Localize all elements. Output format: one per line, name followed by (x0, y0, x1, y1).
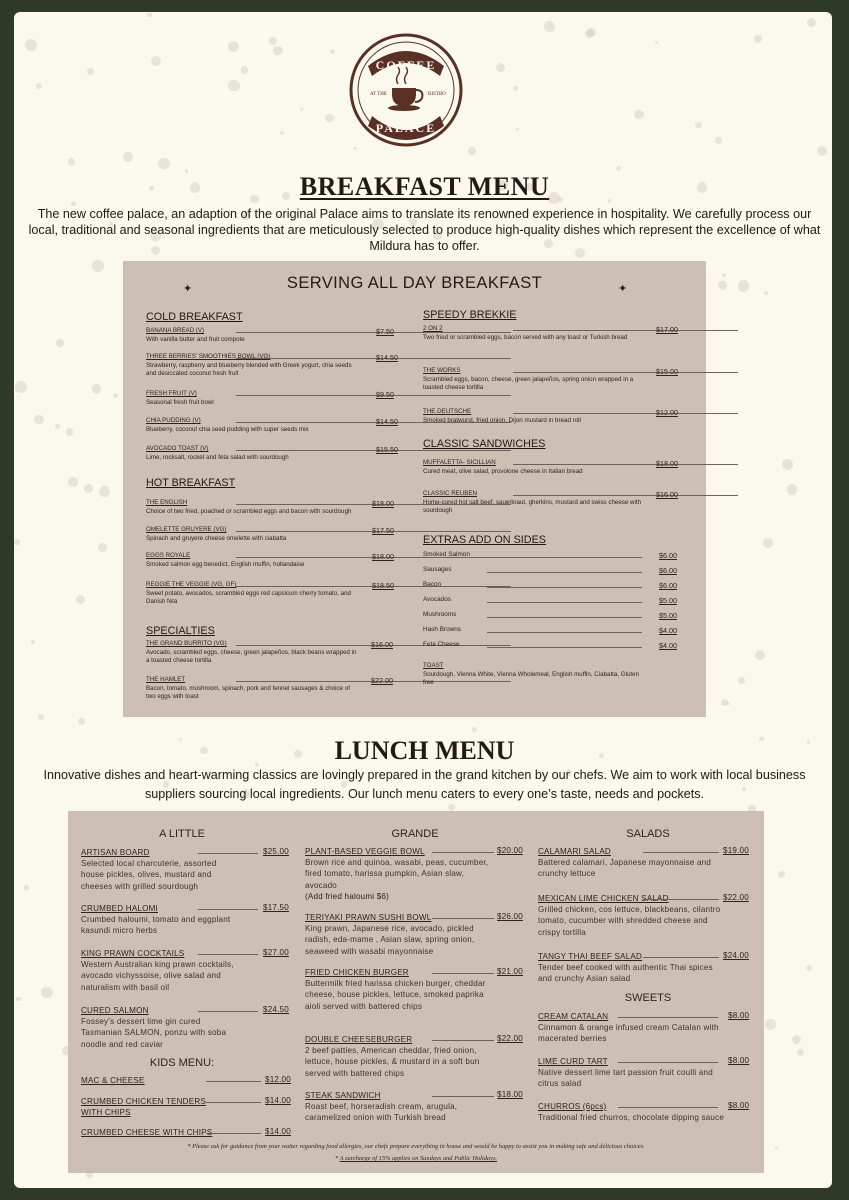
menu-item-desc: Choice of two fried, poached or scrambled eggs and bacon with sourdough (146, 507, 352, 515)
paper-speck (66, 428, 73, 435)
lunch-item-price: $24.00 (723, 951, 749, 960)
extras-heading: EXTRAS ADD ON SIDES (423, 534, 546, 546)
menu-item (146, 676, 361, 702)
lunch-item (538, 1101, 728, 1123)
surcharge-footnote (68, 1155, 764, 1162)
paper-speck (14, 539, 20, 545)
paper-speck (544, 21, 555, 32)
kids-item-price: $14.00 (265, 1127, 291, 1136)
menu-item-price: $9.50 (376, 390, 394, 399)
side-item-name: Smoked Salmon (423, 551, 470, 558)
lunch-item-leader (198, 909, 258, 910)
paper-speck (76, 595, 85, 604)
menu-item-name: CHIA PUDDING (V) (146, 417, 201, 424)
menu-item (146, 499, 361, 516)
lunch-item-name: LIME CURD TART (538, 1057, 608, 1066)
lunch-item (305, 846, 495, 902)
paper-speck (806, 965, 812, 971)
surcharge-prefix: * (334, 1155, 340, 1162)
side-item-price: $5.00 (659, 611, 677, 620)
paper-speck (147, 13, 151, 17)
lunch-item-desc: Fossey’s dessert lime gin cured Tasmanian SALMON, ponzu with soba noodle and red caviar (81, 1017, 227, 1049)
menu-item-desc: Blueberry, coconut chia seed pudding with super seeds mix (146, 425, 309, 433)
lunch-item-leader (618, 1107, 718, 1108)
menu-item-price: $16.00 (371, 640, 393, 649)
side-item-price: $5.00 (659, 596, 677, 605)
menu-item-leader (513, 413, 738, 414)
side-item-price: $6.00 (659, 566, 677, 575)
grande-heading: GRANDE (391, 828, 439, 840)
lunch-item-desc: Western Australian king prawn cocktails, avocado vichyssoise, olive salad and naturalism with basil oil (81, 960, 234, 992)
logo-text-left: AT THE (370, 92, 387, 97)
menu-item-price: $15.50 (376, 445, 398, 454)
lunch-item-name: TERIYAKI PRAWN SUSHI BOWL (305, 913, 432, 922)
menu-item-leader (513, 464, 738, 465)
side-item-leader (487, 572, 642, 573)
menu-item (146, 445, 361, 462)
menu-item-leader (236, 450, 511, 451)
paper-speck (228, 41, 239, 52)
menu-item (146, 552, 361, 569)
menu-item-price: $12.00 (656, 408, 678, 417)
lunch-title: LUNCH MENU (334, 736, 515, 765)
lunch-item-leader (643, 899, 719, 900)
kids-item-price: $14.00 (265, 1096, 291, 1105)
paper-speck (269, 37, 277, 45)
lunch-item-name: STEAK SANDWICH (305, 1091, 381, 1100)
paper-speck (16, 997, 21, 1002)
sweets-heading: SWEETS (624, 992, 672, 1004)
lunch-item-leader (198, 954, 258, 955)
paper-speck (754, 35, 762, 43)
paper-speck (764, 291, 768, 295)
paper-speck (158, 158, 170, 170)
paper-speck (655, 41, 658, 44)
paper-speck (31, 640, 35, 644)
paper-speck (468, 147, 475, 154)
paper-speck (695, 122, 702, 129)
menu-item-leader (236, 358, 511, 359)
menu-item-desc: Home-cured hot salt beef, sauerkraut, gherkins, mustard and swiss cheese with sourdough (423, 498, 642, 515)
menu-item-leader (513, 372, 738, 373)
paper-speck (273, 46, 283, 56)
kids-item-name: MAC & CHEESE (81, 1076, 145, 1085)
lunch-item-price: $22.00 (497, 1034, 523, 1043)
menu-item-leader (513, 495, 738, 496)
lunch-item-desc: Roast beef, horseradish cream, arugula, caramelized onion with Turkish bread (305, 1102, 458, 1123)
paper-speck (113, 393, 118, 398)
menu-item-name: REGGIE THE VEGGIE (VG, GF) (146, 581, 237, 588)
menu-item (423, 459, 643, 476)
side-item-name: Hash Browns (423, 626, 462, 633)
paper-speck (787, 484, 798, 495)
paper-speck (817, 146, 827, 156)
logo-text-top: COFFEE (375, 58, 437, 72)
menu-item-name: OMELETTE GRUYERE (VG) (146, 526, 227, 533)
paper-speck (738, 677, 745, 684)
paper-speck (718, 281, 727, 290)
menu-item-desc: Two fried or scrambled eggs, bacon served with any toast or Turkish bread (423, 333, 628, 341)
paper-speck (280, 131, 284, 135)
paper-speck (792, 1035, 801, 1044)
lunch-item-price: $26.00 (497, 912, 523, 921)
lunch-item-leader (643, 852, 719, 853)
lunch-item-desc: Brown rice and quinoa, wasabi, peas, cucumber, fired tomato, harissa pumpkin, Asian slaw, avocado (305, 858, 489, 890)
paper-speck (68, 477, 78, 487)
lunch-item-leader (432, 852, 494, 853)
side-item-leader (487, 602, 642, 603)
lunch-item-leader (432, 918, 494, 919)
toast-name: TOAST (423, 662, 444, 669)
lunch-item-price: $8.00 (728, 1101, 750, 1110)
lunch-item-name: CURED SALMON (81, 1006, 149, 1015)
menu-item-name: EGGS ROYALE (146, 552, 191, 559)
menu-item-desc: Strawberry, raspberry and blueberry blended with Greek yogurt, chia seeds and desiccated coconut fresh fruit (146, 361, 352, 378)
paper-speck (151, 56, 161, 66)
menu-item-name: MUFFALETTA- SICILLIAN (423, 459, 496, 466)
lunch-item-name: KING PRAWN COCKTAILS (81, 949, 185, 958)
menu-item-desc: Lime, rocksalt, rocket and feta salad with sourdough (146, 453, 289, 461)
side-item-price: $6.00 (659, 581, 677, 590)
paper-speck (15, 381, 27, 393)
paper-speck (99, 486, 110, 497)
side-item-leader (487, 647, 642, 648)
toast-item (423, 662, 643, 688)
lunch-item-desc: Traditional fried churros, chocolate dipping sauce (538, 1113, 725, 1123)
lunch-intro: Innovative dishes and heart-warming classics are lovingly prepared in the grand kitchen by our chefs. We aim to work with local business suppliers sourcing local ingredients. Our lunch menu caters to every one’s taste, needs and pockets. (43, 768, 806, 801)
lunch-item-name: PLANT-BASED VEGGIE BOWL (305, 847, 425, 856)
menu-item-price: $22.00 (371, 676, 393, 685)
lunch-item-price: $25.00 (263, 847, 289, 856)
menu-item-desc: Scrambled eggs, bacon, cheese, green jalapeños, spring onion wrapped in a toasted cheese tortilla (423, 375, 634, 392)
kids-item-price: $12.00 (265, 1075, 291, 1084)
paper-speck (448, 804, 455, 811)
paper-speck (330, 49, 335, 54)
menu-item-price: $18.00 (372, 499, 394, 508)
paper-speck (715, 137, 722, 144)
lunch-item-price: $19.00 (723, 846, 749, 855)
menu-item-price: $14.50 (376, 353, 398, 362)
lunch-item-desc: Native dessert lime tart passion fruit coulli and citrus salad (538, 1068, 713, 1089)
paper-speck (241, 66, 248, 73)
paper-speck (300, 108, 304, 112)
breakfast-intro: The new coffee palace, an adaption of the original Palace aims to translate its renowned experience in hospitality. We carefully process our local, traditional and seasonal ingredients that are meticulously selected to produce high-quality dishes which represent the excellence of what Mildura has to offer. (28, 207, 821, 253)
menu-item (146, 640, 361, 666)
paper-speck (775, 1147, 778, 1150)
menu-item-name: THE HAMLET (146, 676, 186, 683)
menu-item (423, 490, 643, 516)
lunch-item-name: FRIED CHICKEN BURGER (305, 968, 409, 977)
menu-item-leader (513, 330, 738, 331)
menu-item (146, 581, 361, 607)
menu-item-price: $7.50 (376, 327, 394, 336)
speedy-brekkie-heading: SPEEDY BREKKIE (423, 309, 517, 321)
paper-speck (516, 128, 519, 131)
kids-menu-heading: KIDS MENU: (149, 1057, 215, 1069)
side-item-price: $4.00 (659, 626, 677, 635)
paper-speck (721, 699, 728, 706)
menu-item-name: THREE BERRIES' SMOOTHIES BOWL (VG) (146, 353, 271, 360)
menu-item-name: AVOCADO TOAST (V) (146, 445, 209, 452)
lunch-item-price: $18.00 (497, 1090, 523, 1099)
lunch-item-leader (618, 1017, 718, 1018)
paper-speck (98, 543, 108, 553)
menu-item (146, 353, 361, 379)
lunch-item-desc: 2 beef patties, American cheddar, fried onion, lettuce, house pickles, & mustard in a soft bun served with battered chips (305, 1046, 480, 1078)
lunch-item-name: CRUMBED HALOMI (81, 904, 158, 913)
menu-item (423, 408, 643, 425)
lunch-item-leader (432, 1096, 494, 1097)
lunch-item-leader (432, 973, 494, 974)
menu-item-name: THE DEUTSCHE (423, 408, 472, 415)
breakfast-title: BREAKFAST MENU (299, 172, 550, 201)
lunch-item-price: $22.00 (723, 893, 749, 902)
kids-item-name: CRUMBED CHICKEN TENDERS WITH CHIPS (81, 1097, 206, 1118)
lunch-item-price: $17.50 (263, 903, 289, 912)
lunch-item-desc: Tender beef cooked with authentic Thai spices and crunchy Asian salad (538, 963, 713, 984)
paper-speck (38, 714, 44, 720)
a-little-heading: A LITTLE (159, 828, 205, 840)
paper-speck (797, 1049, 804, 1056)
lunch-item-leader (198, 853, 258, 854)
specialties-heading: SPECIALTIES (146, 625, 215, 637)
paper-speck (778, 871, 785, 878)
menu-item-desc: Smoked bratwurst, fried onion, Dijon mustard in bread roll (423, 416, 581, 424)
paper-speck (325, 114, 333, 122)
kids-item-leader (206, 1133, 261, 1134)
lunch-item-price: $27.00 (263, 948, 289, 957)
coffee-cup-icon (392, 88, 416, 106)
lunch-item-price: $8.00 (728, 1056, 750, 1065)
menu-item-price: $15.00 (656, 367, 678, 376)
menu-item-price: $18.00 (372, 552, 394, 561)
serving-all-day-heading: SERVING ALL DAY BREAKFAST (286, 274, 543, 292)
paper-speck (228, 80, 240, 92)
menu-item (146, 390, 361, 407)
surcharge-text: A surcharge of 15% applies on Sundays and Public Holidays. (339, 1155, 498, 1162)
paper-speck (55, 424, 60, 429)
paper-speck (763, 538, 773, 548)
menu-item-desc: Sweet potato, avocados, scrambled eggs red capsicum cherry tomato, and Danish feta (146, 589, 351, 606)
paper-speck (782, 459, 793, 470)
menu-item-desc: Seasonal fresh fruit bowl (146, 398, 214, 406)
lunch-item-name: DOUBLE CHEESEBURGER (305, 1035, 413, 1044)
paper-speck (807, 18, 816, 27)
menu-item-name: BANANA BREAD (V) (146, 327, 205, 334)
menu-item-desc: Avocado, scrambled eggs, cheese, green jalapeños, black beans wrapped in a toasted cheese tortilla (146, 648, 357, 665)
hot-breakfast-heading: HOT BREAKFAST (146, 477, 236, 489)
sparkle-icon: ✦ (618, 283, 628, 295)
menu-item-desc: Smoked salmon egg benedict, English muffin, hollandaise (146, 560, 305, 568)
menu-item-desc: Cured meat, olive salad, provolone cheese in Italian bread (423, 467, 583, 475)
menu-item (146, 327, 361, 344)
toast-desc: Sourdough, Vienna White, Vienna Wholemeal, English muffin, Ciabatta, Gluten free (423, 670, 640, 687)
lunch-item-price: $8.00 (728, 1011, 750, 1020)
paper-speck (755, 650, 765, 660)
allergy-footnote: * Please ask for guidance from your waiter regarding food allergies, our chefs prepare everything in house and would be happy to assist you in making safe and delicious choices. (187, 1143, 645, 1150)
lunch-item-price: $24.50 (263, 1005, 289, 1014)
side-item-leader (487, 632, 642, 633)
menu-item-desc: Bacon, tomato, mushroom, spinach, pork and fennel sausages & choice of two eggs with toast (146, 684, 350, 701)
paper-speck (34, 415, 44, 425)
paper-speck (616, 166, 621, 171)
lunch-item-name: CREAM CATALAN (538, 1012, 609, 1021)
lunch-item-desc: Crumbed haloumi, tomato and eggplant kasundi micro herbs (81, 915, 231, 936)
lunch-item-leader (643, 957, 719, 958)
kids-item-leader (206, 1102, 261, 1103)
logo-text-bottom: PALACE (375, 121, 437, 135)
lunch-item-name: MEXICAN LIME CHICKEN SALAD (538, 894, 669, 903)
lunch-item-name: CALAMARI SALAD (538, 847, 611, 856)
side-item-name: Bacon (423, 581, 442, 588)
side-item-leader (487, 557, 642, 558)
lunch-item-desc: Cinnamon & orange infused cream Catalan with macerated berries (538, 1023, 719, 1044)
kids-item-leader (206, 1081, 261, 1082)
paper-speck (496, 63, 505, 72)
paper-speck (56, 339, 63, 346)
side-item-name: Sausages (423, 566, 452, 573)
lunch-item-desc: Selected local charcuterie, assorted house pickles, olives, mustard and cheeses with grilled sourdough (81, 859, 217, 891)
menu-item-name: CLASSIC REUBEN (423, 490, 477, 497)
lunch-item-desc: King prawn, Japanese rice, avocado, pickled radish, eda-mame , Asian slaw, spring onion, seaweed with wasabi mayonnaise (305, 924, 475, 956)
lunch-item-leader (618, 1062, 718, 1063)
paper-speck (123, 152, 133, 162)
paper-speck (585, 29, 594, 38)
logo-text-right: BISTRO (428, 92, 446, 97)
paper-speck (634, 110, 643, 119)
menu-item (146, 526, 361, 543)
lunch-item-desc: Grilled chicken, cos lettuce, blackbeans, cilantro tomato, cucumber with shredded cheese and crispy tortilla (538, 905, 721, 937)
paper-speck (722, 273, 726, 277)
menu-item-price: $18.50 (372, 581, 394, 590)
menu-item (146, 417, 361, 434)
menu-item-price: $14.50 (376, 417, 398, 426)
paper-speck (41, 987, 52, 998)
menu-item-price: $16.00 (656, 490, 678, 499)
paper-speck (513, 86, 519, 92)
side-item-leader (487, 617, 642, 618)
menu-item (423, 367, 643, 393)
menu-item (423, 325, 643, 342)
paper-speck (92, 384, 102, 394)
lunch-item-price: $21.00 (497, 967, 523, 976)
salads-heading: SALADS (626, 828, 670, 840)
lunch-item-price: $20.00 (497, 846, 523, 855)
lunch-item-leader (198, 1011, 258, 1012)
menu-item-price: $17.50 (372, 526, 394, 535)
menu-item-name: THE ENGLISH (146, 499, 188, 506)
menu-item-name: FRESH FRUIT (V) (146, 390, 197, 397)
lunch-item-leader (432, 1040, 494, 1041)
classic-sandwiches-heading: CLASSIC SANDWICHES (423, 438, 546, 450)
menu-item-leader (236, 395, 511, 396)
side-item-name: Avocados (423, 596, 451, 603)
paper-speck (36, 83, 42, 89)
side-item-name: Feta Cheese (423, 641, 460, 648)
paper-speck (92, 260, 103, 271)
paper-speck (472, 727, 477, 732)
paper-speck (738, 280, 750, 292)
menu-item-price: $18.00 (656, 459, 678, 468)
menu-item-name: 2 ON 2 (423, 325, 443, 332)
coffee-palace-logo (348, 26, 464, 160)
side-item-leader (487, 587, 642, 588)
lunch-item-extra: (Add fried haloumi $6) (305, 891, 390, 901)
lunch-item-desc: Battered calamari, Japanese mayonnaise and crunchy lettuce (538, 858, 712, 879)
side-item-price: $4.00 (659, 641, 677, 650)
lunch-item-name: TANGY THAI BEEF SALAD (538, 952, 643, 961)
paper-speck (68, 158, 75, 165)
menu-item-desc: With vanilla butter and fruit compote (146, 335, 245, 343)
kids-item (81, 1096, 206, 1118)
side-item-price: $6.00 (659, 551, 677, 560)
lunch-item-name: CHURROS (6pcs) (538, 1102, 607, 1111)
menu-item-price: $17.00 (656, 325, 678, 334)
paper-speck (87, 68, 94, 75)
lunch-item-name: ARTISAN BOARD (81, 848, 150, 857)
lunch-item-desc: Buttermilk fried harissa chicken burger, cheddar cheese, house pickles, lettuce, smoked paprika aioli served with battered chips (305, 979, 486, 1011)
menu-item-name: THE WORKS (423, 367, 461, 374)
side-item-name: Mushrooms (423, 611, 457, 618)
menu-item-name: THE GRAND BURRITO (VG) (146, 640, 227, 647)
kids-item-name: CRUMBED CHEESE WITH CHIPS (81, 1128, 213, 1137)
menu-item-desc: Spinach and gruyere cheese omelette with ciabatta (146, 534, 287, 542)
paper-speck (84, 484, 93, 493)
cold-breakfast-heading: COLD BREAKFAST (146, 311, 243, 323)
paper-speck (25, 39, 37, 51)
kids-item (81, 1075, 201, 1086)
sparkle-icon: ✦ (183, 283, 193, 295)
paper-speck (765, 1019, 777, 1031)
paper-speck (78, 718, 86, 726)
paper-speck (24, 885, 28, 889)
